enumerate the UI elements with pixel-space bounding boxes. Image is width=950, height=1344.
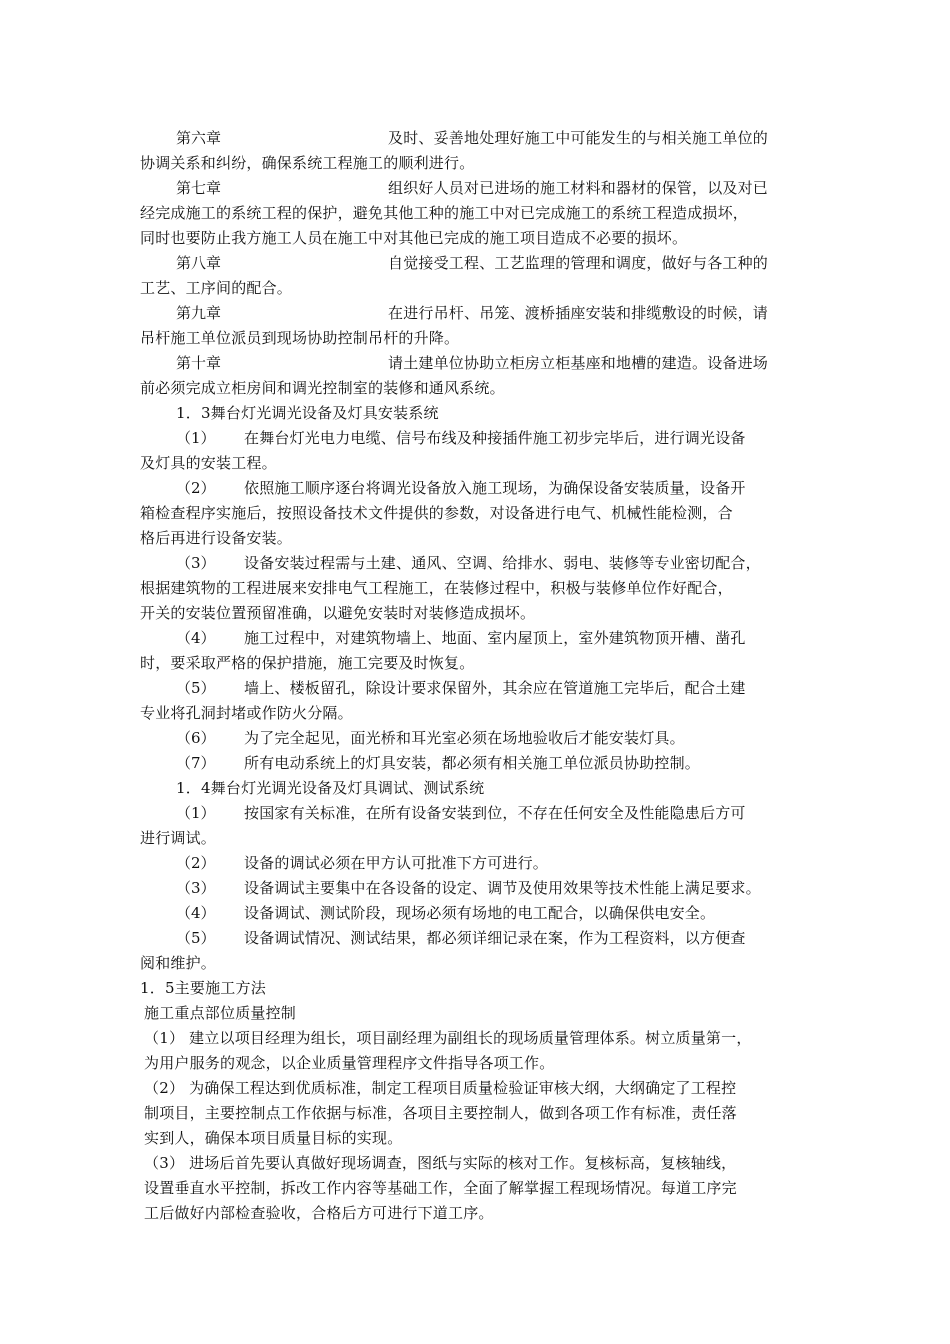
item-number: （2） — [176, 854, 216, 872]
chapter-label: 第六章 — [176, 129, 222, 147]
item-text: 为用户服务的观念，以企业质量管理程序文件指导各项工作。 — [144, 1054, 555, 1072]
chapter-text: 请土建单位协助立柜房立柜基座和地槽的建造。设备进场 — [388, 354, 769, 372]
item-text: 根据建筑物的工程进展来安排电气工程施工，在装修过程中，积极与装修单位作好配合， — [140, 579, 733, 597]
chapter-text: 前必须完成立柜房间和调光控制室的装修和通风系统。 — [140, 379, 505, 397]
chapter-label: 第七章 — [176, 179, 222, 197]
section-heading-1-4: 1．4舞台灯光调光设备及灯具调试、测试系统 — [176, 779, 485, 797]
item-text: 及灯具的安装工程。 — [140, 454, 277, 472]
chapter-text: 经完成施工的系统工程的保护，避免其他工种的施工中对已完成施工的系统工程造成损坏， — [140, 204, 749, 222]
item-text: 专业将孔洞封堵或作防火分隔。 — [140, 704, 353, 722]
item-text: 为了完全起见，面光桥和耳光室必须在场地验收后才能安装灯具。 — [244, 729, 685, 747]
chapter-text: 在进行吊杆、吊笼、渡桥插座安装和排缆敷设的时候，请 — [388, 304, 769, 322]
item-text: 按国家有关标准，在所有设备安装到位，不存在任何安全及性能隐患后方可 — [244, 804, 746, 822]
item-text: 设备调试主要集中在各设备的设定、调节及使用效果等技术性能上满足要求。 — [244, 879, 761, 897]
chapter-text: 吊杆施工单位派员到现场协助控制吊杆的升降。 — [140, 329, 460, 347]
chapter-text: 工艺、工序间的配合。 — [140, 279, 293, 297]
item-text: 时，要采取严格的保护措施，施工完要及时恢复。 — [140, 654, 475, 672]
item-number: （5） — [176, 679, 216, 697]
item-number: （4） — [176, 904, 216, 922]
item-text: 开关的安装位置预留准确，以避免安装时对装修造成损坏。 — [140, 604, 536, 622]
chapter-label: 第十章 — [176, 354, 222, 372]
item-text: 墙上、楼板留孔，除设计要求保留外，其余应在管道施工完毕后，配合土建 — [244, 679, 746, 697]
item-text: 设备调试、测试阶段，现场必须有场地的电工配合，以确保供电安全。 — [244, 904, 716, 922]
chapter-label: 第九章 — [176, 304, 222, 322]
item-text: 阅和维护。 — [140, 954, 217, 972]
item-text: 制项目，主要控制点工作依据与标准，各项目主要控制人，做到各项工作有标准，责任落 — [144, 1104, 737, 1122]
item-text: 工后做好内部检查验收，合格后方可进行下道工序。 — [144, 1204, 494, 1222]
item-text: 在舞台灯光电力电缆、信号布线及种接插件施工初步完毕后，进行调光设备 — [244, 429, 746, 447]
item-text: 设备的调试必须在甲方认可批准下方可进行。 — [244, 854, 549, 872]
item-text: 所有电动系统上的灯具安装，都必须有相关施工单位派员协助控制。 — [244, 754, 701, 772]
item-text: 依照施工顺序逐台将调光设备放入施工现场，为确保设备安装质量，设备开 — [244, 479, 746, 497]
chapter-label: 第八章 — [176, 254, 222, 272]
section-heading-1-5: 1．5主要施工方法 — [140, 979, 266, 997]
item-number: （4） — [176, 629, 216, 647]
item-text: 施工过程中，对建筑物墙上、地面、室内屋顶上，室外建筑物顶开槽、凿孔 — [244, 629, 746, 647]
item-text: （2） 为确保工程达到优质标准，制定工程项目质量检验证审核大纲，大纲确定了工程控 — [144, 1079, 737, 1097]
item-number: （5） — [176, 929, 216, 947]
item-text: 格后再进行设备安装。 — [140, 529, 293, 547]
item-text: 实到人，确保本项目质量目标的实现。 — [144, 1129, 403, 1147]
item-number: （3） — [176, 879, 216, 897]
chapter-text: 自觉接受工程、工艺监理的管理和调度，做好与各工种的 — [388, 254, 769, 272]
item-number: （6） — [176, 729, 216, 747]
item-text: 设备安装过程需与土建、通风、空调、给排水、弱电、装修等专业密切配合， — [244, 554, 761, 572]
section-heading-1-3: 1．3舞台灯光调光设备及灯具安装系统 — [176, 404, 439, 422]
chapter-text: 及时、妥善地处理好施工中可能发生的与相关施工单位的 — [388, 129, 769, 147]
subheading: 施工重点部位质量控制 — [144, 1004, 297, 1022]
item-number: （2） — [176, 479, 216, 497]
item-number: （1） — [176, 804, 216, 822]
item-text: 箱检查程序实施后，按照设备技术文件提供的参数，对设备进行电气、机械性能检测，合 — [140, 504, 733, 522]
item-text: 设置垂直水平控制，拆改工作内容等基础工作，全面了解掌握工程现场情况。每道工序完 — [144, 1179, 737, 1197]
item-text: （3） 进场后首先要认真做好现场调查，图纸与实际的核对工作。复核标高，复核轴线， — [144, 1154, 737, 1172]
item-number: （1） — [176, 429, 216, 447]
item-text: 进行调试。 — [140, 829, 217, 847]
chapter-text: 组织好人员对已进场的施工材料和器材的保管，以及对已 — [388, 179, 769, 197]
item-text: （1） 建立以项目经理为组长，项目副经理为副组长的现场质量管理体系。树立质量第一， — [144, 1029, 752, 1047]
item-number: （3） — [176, 554, 216, 572]
chapter-text: 协调关系和纠纷，确保系统工程施工的顺利进行。 — [140, 154, 475, 172]
chapter-text: 同时也要防止我方施工人员在施工中对其他已完成的施工项目造成不必要的损坏。 — [140, 229, 688, 247]
item-text: 设备调试情况、测试结果，都必须详细记录在案，作为工程资料，以方便查 — [244, 929, 746, 947]
item-number: （7） — [176, 754, 216, 772]
